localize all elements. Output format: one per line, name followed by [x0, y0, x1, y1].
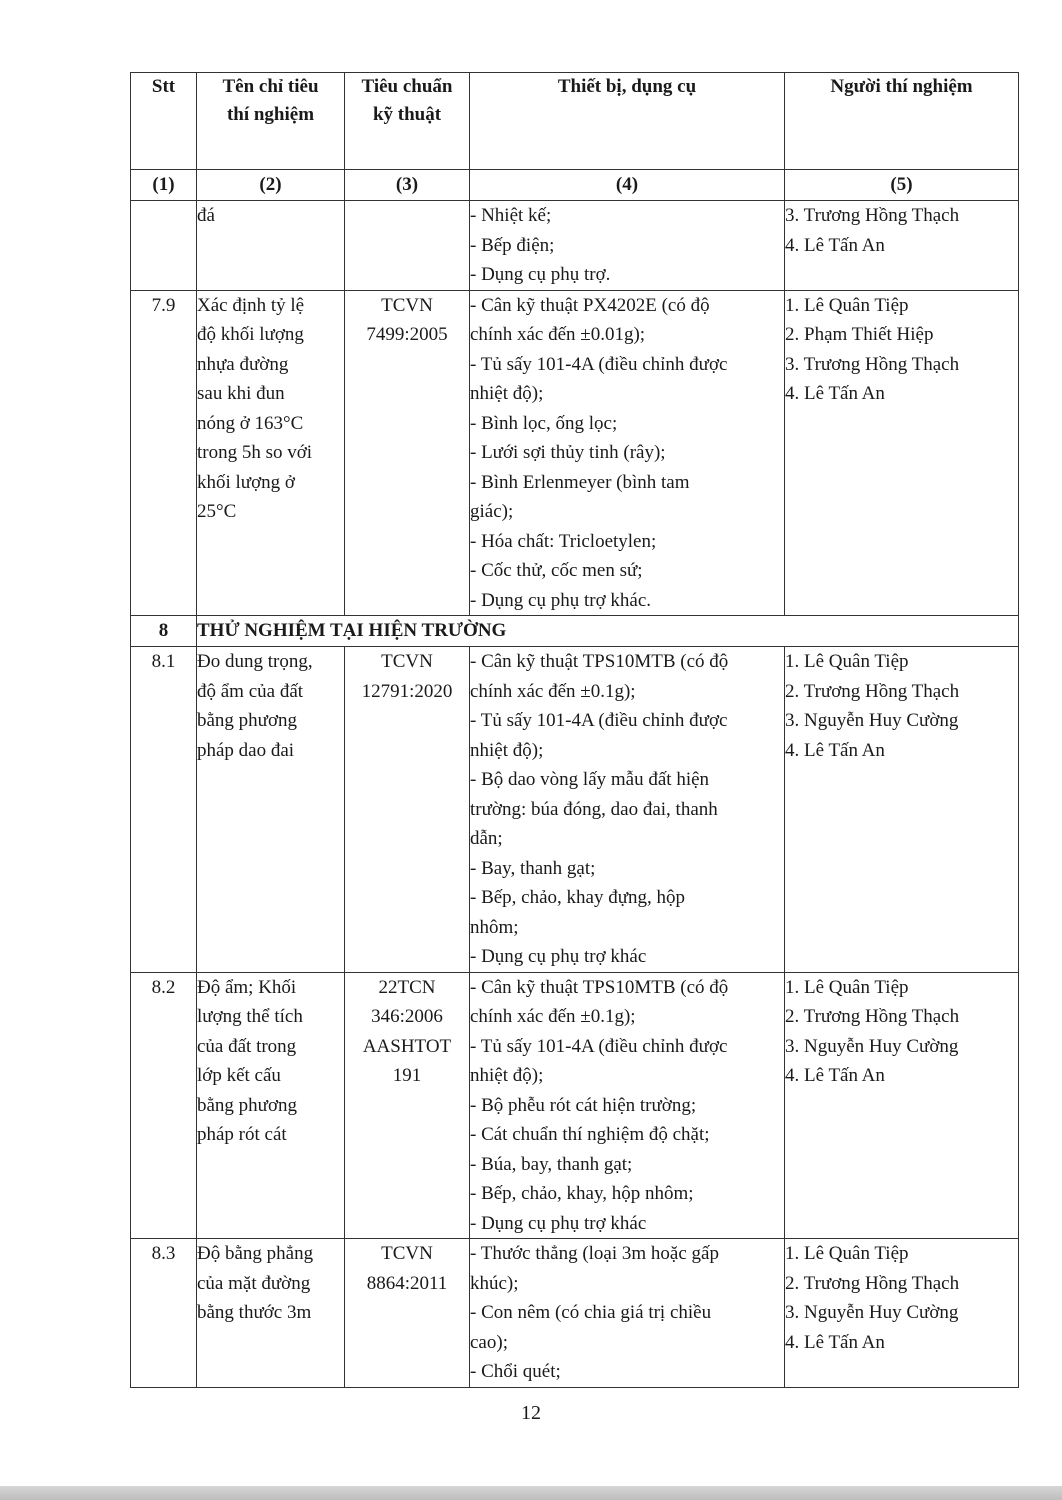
test-name-line: Xác định tỷ lệ — [197, 294, 305, 316]
test-name-line: trong 5h so với — [197, 442, 313, 463]
people-line: 3. Nguyễn Huy Cường — [785, 710, 959, 731]
test-name-line: Đo dung trọng, — [197, 651, 313, 672]
test-name-line: Độ ẩm; Khối — [197, 976, 297, 998]
equipment-line: nhôm; — [470, 916, 519, 938]
equipment-line: - Bếp điện; — [470, 234, 555, 256]
test-name-cell — [197, 647, 345, 973]
standard-line: 7499:2005 — [366, 324, 448, 345]
test-name-cell — [197, 290, 345, 616]
stt-cell: 7.9 — [131, 290, 197, 616]
equipment-line: - Dụng cụ phụ trợ khác — [470, 1212, 647, 1234]
people-line: 4. Lê Tấn An — [785, 739, 885, 761]
equipment-line: chính xác đến ±0.1g); — [470, 1006, 636, 1027]
equipment-line: nhiệt độ); — [470, 1065, 544, 1086]
people-line: 3. Nguyễn Huy Cường — [785, 1302, 959, 1323]
equipment-line: - Cát chuẩn thí nghiệm độ chặt; — [470, 1124, 710, 1145]
standard-cell — [345, 1239, 470, 1388]
test-methods-table — [130, 72, 1019, 1388]
people-cell — [785, 972, 1019, 1239]
equipment-line: - Cân kỹ thuật TPS10MTB (có độ — [470, 976, 729, 998]
equipment-line: nhiệt độ); — [470, 739, 544, 761]
people-line: 3. Trương Hồng Thạch — [785, 353, 960, 375]
header-people: Người thí nghiệm — [785, 73, 1019, 170]
people-line: 4. Lê Tấn An — [785, 383, 885, 404]
equipment-line: - Bộ dao vòng lấy mẫu đất hiện — [470, 769, 710, 790]
test-name-line: bằng phương — [197, 1094, 298, 1116]
equipment-line: - Lưới sợi thủy tinh (rây); — [470, 442, 666, 463]
standard-line: 22TCN — [378, 976, 436, 998]
people-line: 1. Lê Quân Tiệp — [785, 976, 909, 998]
test-name-line: bằng phương — [197, 710, 298, 731]
stt-cell — [131, 201, 197, 291]
equipment-cell — [470, 647, 785, 973]
people-line: 2. Trương Hồng Thạch — [785, 1272, 960, 1294]
equipment-line: - Tủ sấy 101-4A (điều chỉnh được — [470, 1035, 728, 1057]
column-number: (1) — [131, 170, 197, 201]
equipment-line: chính xác đến ±0.1g); — [470, 680, 636, 702]
people-line: 4. Lê Tấn An — [785, 1065, 885, 1086]
test-name-line: 25°C — [197, 501, 237, 522]
equipment-line: - Cân kỹ thuật PX4202E (có độ — [470, 294, 710, 316]
equipment-line: giác); — [470, 501, 514, 522]
stt-cell: 8.3 — [131, 1239, 197, 1388]
column-number: (3) — [345, 170, 470, 201]
equipment-line: - Con nêm (có chia giá trị chiều — [470, 1302, 712, 1323]
equipment-line: - Bay, thanh gạt; — [470, 857, 596, 879]
test-name-line: pháp rót cát — [197, 1124, 287, 1145]
test-name-line: lượng thể tích — [197, 1006, 303, 1027]
equipment-line: - Cân kỹ thuật TPS10MTB (có độ — [470, 651, 729, 672]
people-cell — [785, 1239, 1019, 1388]
test-name-line: khối lượng ở — [197, 471, 295, 493]
scan-edge — [0, 1486, 1062, 1500]
equipment-line: - Dụng cụ phụ trợ khác. — [470, 589, 652, 611]
test-name-cell — [197, 1239, 345, 1388]
test-name-line: bằng thước 3m — [197, 1302, 312, 1323]
header-equipment: Thiết bị, dụng cụ — [470, 73, 785, 170]
equipment-line: cao); — [470, 1331, 508, 1353]
test-name-line: pháp dao đai — [197, 739, 295, 761]
column-number: (2) — [197, 170, 345, 201]
standard-line: TCVN — [381, 1243, 433, 1264]
column-number-row — [131, 170, 1019, 201]
people-cell — [785, 201, 1019, 291]
people-line: 4. Lê Tấn An — [785, 1331, 885, 1353]
standard-cell — [345, 201, 470, 291]
header-standard: Tiêu chuẩn kỹ thuật — [345, 73, 470, 170]
standard-line: TCVN — [381, 651, 433, 672]
equipment-line: - Bếp, chảo, khay, hộp nhôm; — [470, 1183, 694, 1204]
equipment-line: - Búa, bay, thanh gạt; — [470, 1153, 633, 1175]
table-row — [131, 201, 1019, 291]
section-number: 8 — [131, 616, 197, 647]
page-number: 12 — [521, 1402, 541, 1424]
test-name-line: của đất trong — [197, 1035, 297, 1057]
test-name-line: nhựa đường — [197, 353, 289, 375]
test-name-cell — [197, 201, 345, 291]
section-row — [131, 616, 1019, 647]
equipment-line: - Bộ phễu rót cát hiện trường; — [470, 1094, 697, 1116]
equipment-line: - Hóa chất: Tricloetylen; — [470, 530, 657, 552]
stt-cell: 8.2 — [131, 972, 197, 1239]
equipment-line: - Chổi quét; — [470, 1361, 561, 1382]
section-title: THỬ NGHIỆM TẠI HIỆN TRƯỜNG — [197, 616, 1019, 647]
test-name-line: Độ bằng phẳng — [197, 1243, 314, 1264]
equipment-line: dẫn; — [470, 828, 503, 849]
column-number: (5) — [785, 170, 1019, 201]
people-line: 1. Lê Quân Tiệp — [785, 294, 909, 316]
standard-cell — [345, 972, 470, 1239]
equipment-line: - Bình Erlenmeyer (bình tam — [470, 471, 690, 493]
equipment-line: - Dụng cụ phụ trợ. — [470, 264, 611, 285]
table-row — [131, 647, 1019, 973]
equipment-line: chính xác đến ±0.01g); — [470, 324, 646, 345]
stt-cell: 8.1 — [131, 647, 197, 973]
equipment-line: - Thước thẳng (loại 3m hoặc gấp — [470, 1243, 719, 1264]
people-line: 2. Trương Hồng Thạch — [785, 680, 960, 702]
equipment-line: trường: búa đóng, dao đai, thanh — [470, 798, 718, 820]
column-number: (4) — [470, 170, 785, 201]
equipment-line: - Bình lọc, ống lọc; — [470, 412, 618, 434]
equipment-line: khúc); — [470, 1272, 519, 1294]
people-line: 2. Trương Hồng Thạch — [785, 1006, 960, 1027]
standard-line: AASHTOT — [362, 1035, 452, 1057]
test-name-line: độ khối lượng — [197, 324, 304, 345]
header-stt: Stt — [131, 73, 197, 170]
people-line: 4. Lê Tấn An — [785, 234, 885, 256]
test-name-line: sau khi đun — [197, 383, 285, 404]
table-row — [131, 972, 1019, 1239]
header-test-name: Tên chỉ tiêu thí nghiệm — [197, 73, 345, 170]
people-line: 3. Nguyễn Huy Cường — [785, 1035, 959, 1057]
standard-cell — [345, 647, 470, 973]
people-line: 2. Phạm Thiết Hiệp — [785, 324, 934, 345]
equipment-line: - Nhiệt kế; — [470, 205, 552, 226]
equipment-cell — [470, 290, 785, 616]
people-line: 1. Lê Quân Tiệp — [785, 651, 909, 672]
standard-line: 12791:2020 — [361, 680, 453, 702]
standard-line: 346:2006 — [371, 1006, 443, 1027]
test-name-line: lớp kết cấu — [197, 1065, 281, 1086]
equipment-line: - Tủ sấy 101-4A (điều chỉnh được — [470, 710, 728, 731]
test-name-line: độ ẩm của đất — [197, 680, 304, 702]
people-cell — [785, 290, 1019, 616]
standard-cell — [345, 290, 470, 616]
test-name-line: của mặt đường — [197, 1272, 311, 1294]
table-row — [131, 290, 1019, 616]
equipment-line: - Dụng cụ phụ trợ khác — [470, 946, 647, 967]
equipment-line: - Bếp, chảo, khay đựng, hộp — [470, 887, 686, 908]
test-name-line: đá — [197, 205, 215, 226]
header-row — [131, 73, 1019, 170]
test-name-cell — [197, 972, 345, 1239]
people-cell — [785, 647, 1019, 973]
equipment-line: nhiệt độ); — [470, 383, 544, 404]
standard-line: TCVN — [381, 294, 433, 316]
standard-line: 191 — [392, 1065, 422, 1086]
people-line: 3. Trương Hồng Thạch — [785, 205, 960, 226]
equipment-line: - Cốc thử, cốc men sứ; — [470, 560, 643, 581]
people-line: 1. Lê Quân Tiệp — [785, 1243, 909, 1264]
equipment-cell — [470, 201, 785, 291]
equipment-line: - Tủ sấy 101-4A (điều chỉnh được — [470, 353, 728, 375]
equipment-cell — [470, 1239, 785, 1388]
table-row — [131, 1239, 1019, 1388]
standard-line: 8864:2011 — [366, 1272, 448, 1294]
test-name-line: nóng ở 163°C — [197, 412, 304, 434]
equipment-cell — [470, 972, 785, 1239]
